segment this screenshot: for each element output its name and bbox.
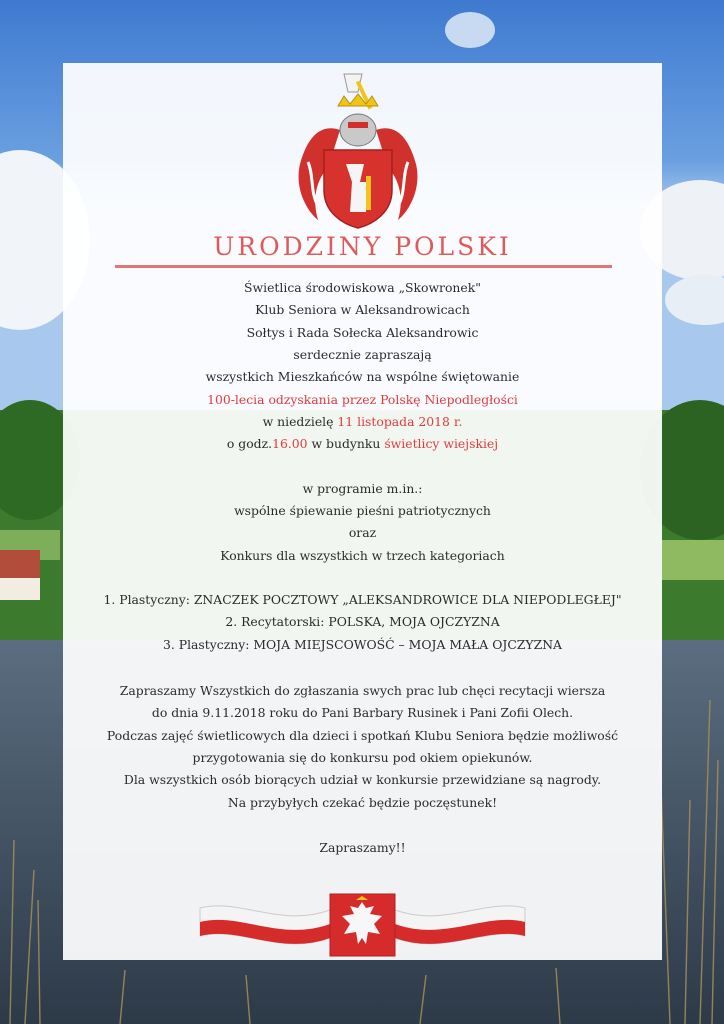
details-line: przygotowania się do konkursu pod okiem opiekunów.	[192, 750, 533, 765]
event-date: 11 listopada 2018 r.	[337, 414, 463, 429]
program-line: oraz	[348, 525, 377, 540]
coat-of-arms-icon	[288, 72, 428, 232]
intro-line: wszystkich Mieszkańców na wspólne świętowanie	[205, 369, 520, 384]
date-line	[63, 414, 662, 429]
title-underline	[115, 265, 612, 268]
details-line: Zapraszamy Wszystkich do zgłaszania swych prac lub chęci recytacji wiersza	[119, 683, 606, 698]
intro-line: Sołtys i Rada Sołecka Aleksandrowic	[246, 325, 479, 340]
closing-line: Zapraszamy!!	[319, 840, 406, 855]
details-line: do dnia 9.11.2018 roku do Pani Barbary Rusinek i Pani Zofii Olech.	[151, 705, 574, 720]
intro-line: serdecznie zapraszają	[293, 347, 432, 362]
program-line: Konkurs dla wszystkich w trzech kategoriach	[220, 548, 505, 563]
intro-line: Świetlica środowiskowa „Skowronek"	[244, 280, 481, 295]
polish-eagle-flag-icon	[190, 888, 535, 958]
event-time: 16.00	[272, 436, 308, 451]
program-line: wspólne śpiewanie pieśni patriotycznych	[234, 503, 491, 518]
category-line: 1. Plastyczny: ZNACZEK POCZTOWY „ALEKSANDROWICE DLA NIEPODLEGŁEJ"	[103, 592, 622, 607]
category-line: 3. Plastyczny: MOJA MIEJSCOWOŚĆ – MOJA MAŁA OJCZYZNA	[162, 637, 562, 652]
details-line: Na przybyłych czekać będzie poczęstunek!	[227, 795, 498, 810]
time-prefix: o godz.	[226, 436, 273, 451]
anniversary-line: 100-lecia odzyskania przez Polskę Niepodległości	[207, 392, 518, 407]
intro-line: Klub Seniora w Aleksandrowicach	[255, 302, 470, 317]
event-place: świetlicy wiejskiej	[384, 436, 499, 451]
page-title: URODZINY POLSKI	[213, 232, 512, 261]
date-prefix: w niedzielę	[262, 414, 338, 429]
category-line: 2. Recytatorski: POLSKA, MOJA OJCZYZNA	[225, 614, 500, 629]
details-line: Podczas zajęć świetlicowych dla dzieci i spotkań Klubu Seniora będzie możliwość	[106, 728, 619, 743]
details-line: Dla wszystkich osób biorących udział w konkursie przewidziane są nagrody.	[123, 772, 602, 787]
time-middle: w budynku	[307, 436, 385, 451]
time-line	[63, 436, 662, 451]
program-line: w programie m.in.:	[302, 481, 423, 496]
